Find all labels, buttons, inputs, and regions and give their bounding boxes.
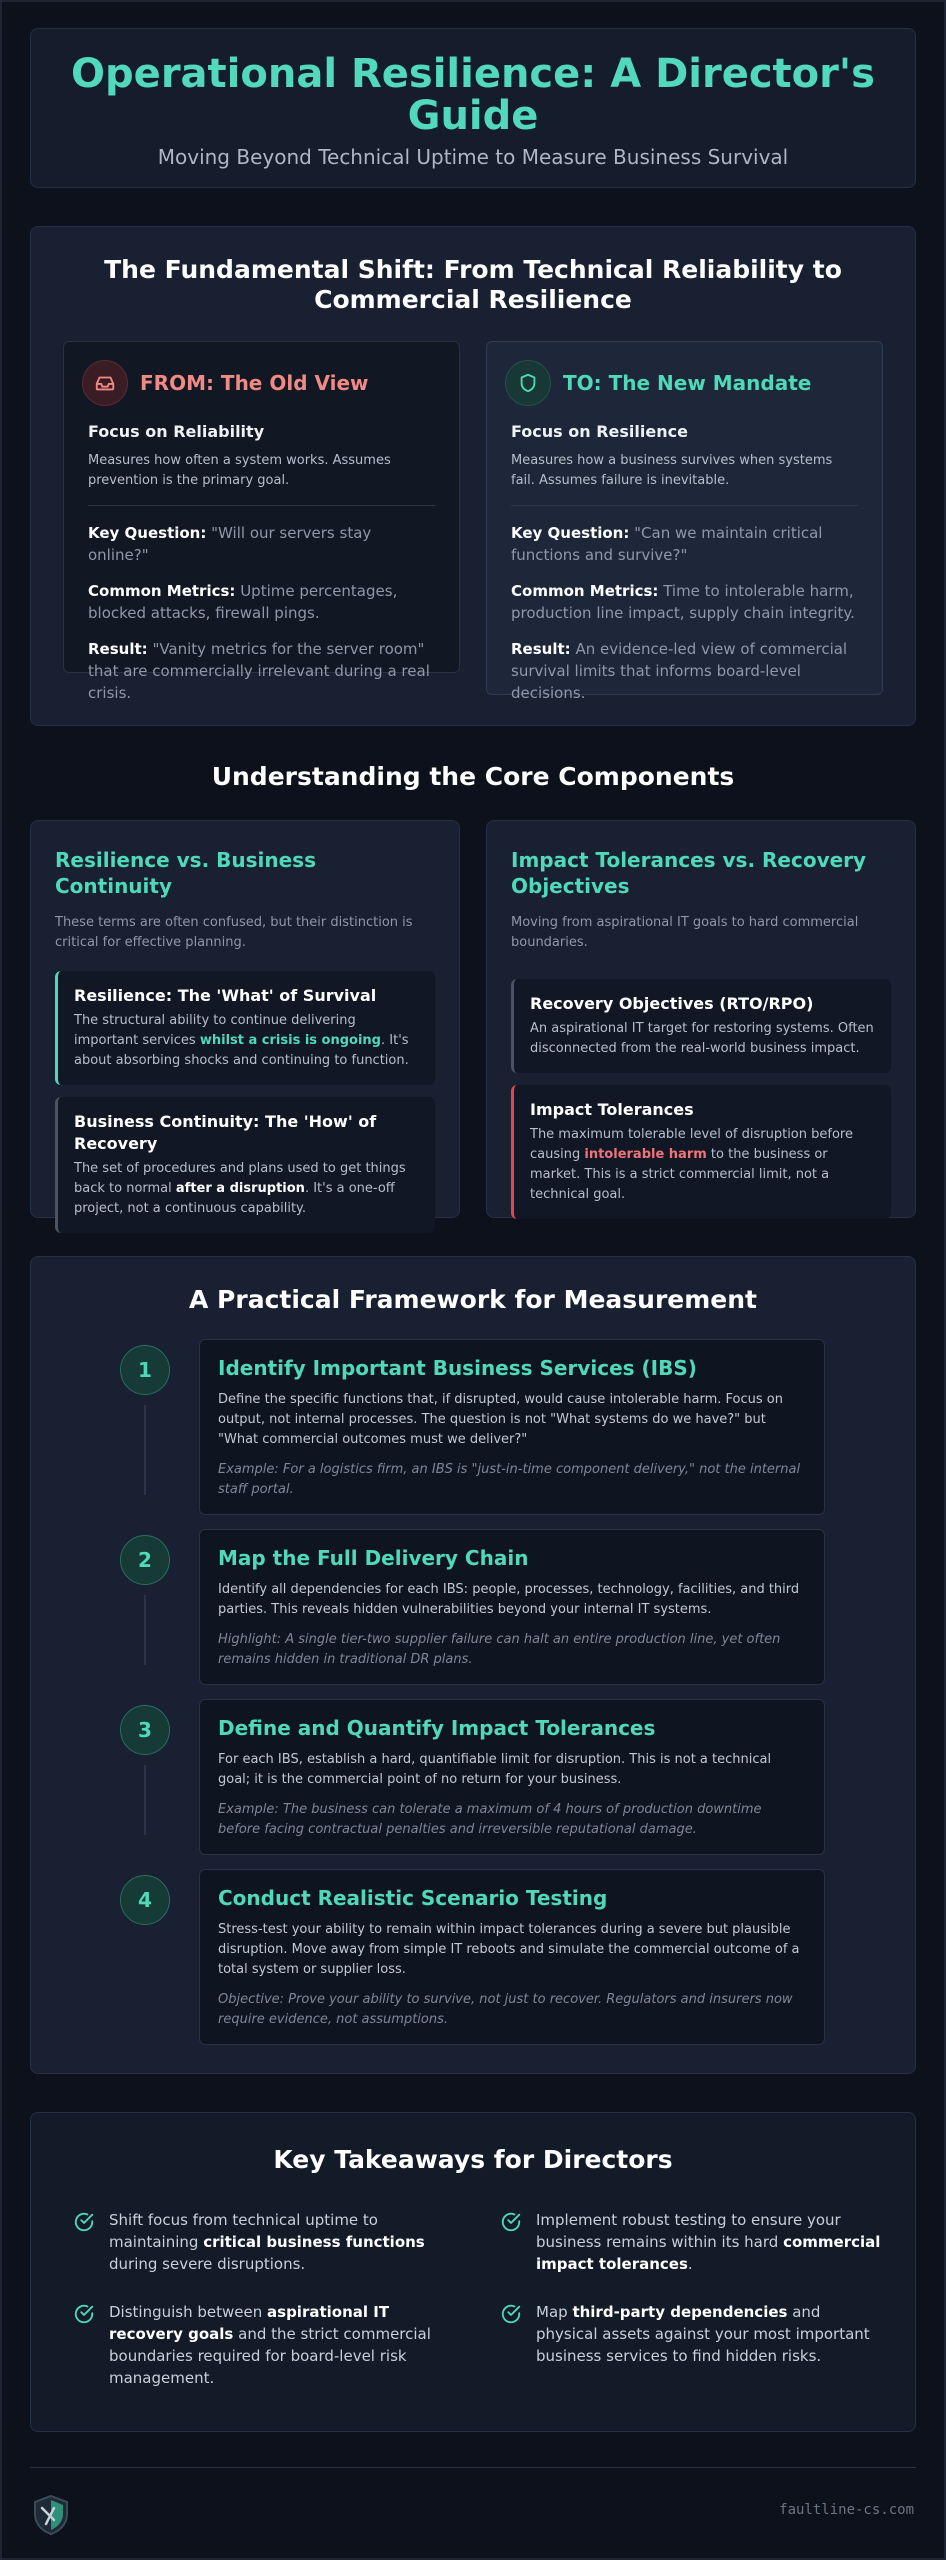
check-circle-icon bbox=[73, 2211, 97, 2275]
framework-step-1 bbox=[121, 1339, 825, 1515]
new-focus-desc: Measures how a business survives when systems fail. Assumes failure is inevitable. bbox=[511, 453, 833, 488]
item-desc: The maximum tolerable level of disruption before causing intolerable harm to the business or market. This is a strict commercial limit, not a technical goal. bbox=[530, 1127, 853, 1202]
step-title: Define and Quantify Impact Tolerances bbox=[218, 1716, 656, 1740]
step-title: Identify Important Business Services (IBS) bbox=[218, 1356, 697, 1380]
footer-url: faultline-cs.com bbox=[779, 2502, 914, 2518]
framework-step-4 bbox=[121, 1869, 825, 2045]
old-focus: Focus on Reliability bbox=[88, 422, 265, 441]
tolerances-vs-objectives-card bbox=[486, 820, 916, 1218]
item-desc: The set of procedures and plans used to get things back to normal after a disruption. It's a one-off project, not a continuous capability. bbox=[74, 1161, 406, 1216]
step-card bbox=[199, 1869, 825, 2045]
step-number: 1 bbox=[120, 1345, 170, 1395]
divider bbox=[88, 505, 435, 506]
new-view-title: TO: The New Mandate bbox=[563, 371, 812, 395]
framework-step-2 bbox=[121, 1529, 825, 1685]
shift-title: The Fundamental Shift: From Technical Reliability to Commercial Resilience bbox=[104, 255, 842, 314]
step-desc: Define the specific functions that, if disrupted, would cause intolerable harm. Focus on output, not internal processes. The question is not "What systems do we have?" but "What commercial outcomes must we deliver?" bbox=[218, 1392, 783, 1447]
item-title: Recovery Objectives (RTO/RPO) bbox=[530, 994, 814, 1013]
new-result: Result: An evidence-led view of commercial survival limits that informs board-level decisions. bbox=[511, 640, 848, 702]
inbox-icon bbox=[82, 360, 128, 406]
old-view-title: FROM: The Old View bbox=[140, 371, 369, 395]
step-number: 2 bbox=[120, 1535, 170, 1585]
shift-section bbox=[30, 226, 916, 726]
shield-icon bbox=[505, 360, 551, 406]
takeaways-section bbox=[30, 2112, 916, 2432]
takeaway-item: Distinguish between aspirational IT recovery goals and the strict commercial boundaries required for board-level risk management. bbox=[73, 2301, 458, 2389]
step-note: Example: The business can tolerate a maximum of 4 hours of production downtime before facing contractual penalties and irreversible reputational damage. bbox=[218, 1802, 762, 1837]
core-title: Understanding the Core Components bbox=[211, 762, 735, 791]
resilience-item bbox=[55, 971, 435, 1085]
page-title: Operational Resilience: A Director's Guide bbox=[71, 51, 875, 139]
step-card bbox=[199, 1699, 825, 1855]
item-desc: An aspirational IT target for restoring systems. Often disconnected from the real-world business impact. bbox=[530, 1021, 874, 1056]
resilience-vs-continuity-card bbox=[30, 820, 460, 1218]
old-focus-desc: Measures how often a system works. Assumes prevention is the primary goal. bbox=[88, 453, 391, 488]
item-desc: The structural ability to continue delivering important services whilst a crisis is ongoing. It's about absorbing shocks and continuing to function. bbox=[74, 1013, 409, 1068]
step-number: 4 bbox=[120, 1875, 170, 1925]
footer-divider bbox=[30, 2467, 916, 2468]
framework-section bbox=[30, 1256, 916, 2074]
step-card bbox=[199, 1529, 825, 1685]
new-key-question: Key Question: "Can we maintain critical functions and survive?" bbox=[511, 524, 823, 564]
old-key-question: Key Question: "Will our servers stay online?" bbox=[88, 524, 372, 564]
step-connector bbox=[144, 1765, 146, 1835]
step-note: Highlight: A single tier-two supplier failure can halt an entire production line, yet often remains hidden in traditional DR plans. bbox=[218, 1632, 781, 1667]
old-common-metrics: Common Metrics: Uptime percentages, blocked attacks, firewall pings. bbox=[88, 582, 398, 622]
framework-title: A Practical Framework for Measurement bbox=[189, 1285, 757, 1314]
takeaway-item: Map third-party dependencies and physical assets against your most important business services to find hidden risks. bbox=[500, 2301, 885, 2389]
page-header bbox=[30, 28, 916, 188]
framework-step-3 bbox=[121, 1699, 825, 1855]
takeaway-item: Shift focus from technical uptime to maintaining critical business functions during severe disruptions. bbox=[73, 2209, 458, 2275]
recovery-objectives-item bbox=[511, 979, 891, 1073]
core-right-title: Impact Tolerances vs. Recovery Objectives bbox=[511, 848, 867, 898]
shield-logo-icon bbox=[32, 2494, 70, 2540]
step-title: Conduct Realistic Scenario Testing bbox=[218, 1886, 608, 1910]
step-note: Objective: Prove your ability to survive, not just to recover. Regulators and insurers now require evidence, not assumptions. bbox=[218, 1992, 793, 2027]
step-connector bbox=[144, 1595, 146, 1665]
check-circle-icon bbox=[73, 2303, 97, 2389]
core-right-desc: Moving from aspirational IT goals to hard commercial boundaries. bbox=[511, 915, 859, 950]
step-note: Example: For a logistics firm, an IBS is "just-in-time component delivery," not the internal staff portal. bbox=[218, 1462, 801, 1497]
page-subtitle: Moving Beyond Technical Uptime to Measure Business Survival bbox=[157, 145, 789, 169]
new-focus: Focus on Resilience bbox=[511, 422, 688, 441]
takeaway-item: Implement robust testing to ensure your business remains within its hard commercial impact tolerances. bbox=[500, 2209, 885, 2275]
item-title: Resilience: The 'What' of Survival bbox=[74, 986, 377, 1005]
old-result: Result: "Vanity metrics for the server room" that are commercially irrelevant during a real crisis. bbox=[88, 640, 430, 702]
core-left-title: Resilience vs. Business Continuity bbox=[55, 848, 316, 898]
step-number: 3 bbox=[120, 1705, 170, 1755]
core-left-desc: These terms are often confused, but their distinction is critical for effective planning. bbox=[55, 915, 413, 950]
item-title: Business Continuity: The 'How' of Recovery bbox=[74, 1112, 377, 1153]
step-card bbox=[199, 1339, 825, 1515]
step-connector bbox=[144, 1405, 146, 1495]
step-desc: Stress-test your ability to remain within impact tolerances during a severe but plausible disruption. Move away from simple IT reboots and simulate the commercial outcome of a total system or supplier loss. bbox=[218, 1922, 800, 1977]
old-view-card bbox=[63, 341, 460, 702]
step-desc: For each IBS, establish a hard, quantifiable limit for disruption. This is not a technical goal; it is the commercial point of no return for your business. bbox=[218, 1752, 772, 1787]
takeaways-title: Key Takeaways for Directors bbox=[273, 2145, 673, 2174]
divider bbox=[511, 505, 858, 506]
step-desc: Identify all dependencies for each IBS: people, processes, technology, facilities, and third parties. This reveals hidden vulnerabilities beyond your internal IT systems. bbox=[218, 1582, 800, 1617]
item-title: Impact Tolerances bbox=[530, 1100, 694, 1119]
new-common-metrics: Common Metrics: Time to intolerable harm, production line impact, supply chain integrity. bbox=[511, 582, 855, 622]
step-title: Map the Full Delivery Chain bbox=[218, 1546, 529, 1570]
impact-tolerances-item bbox=[511, 1085, 891, 1219]
check-circle-icon bbox=[500, 2303, 524, 2389]
new-view-card bbox=[486, 341, 883, 702]
check-circle-icon bbox=[500, 2211, 524, 2275]
continuity-item bbox=[55, 1097, 435, 1233]
